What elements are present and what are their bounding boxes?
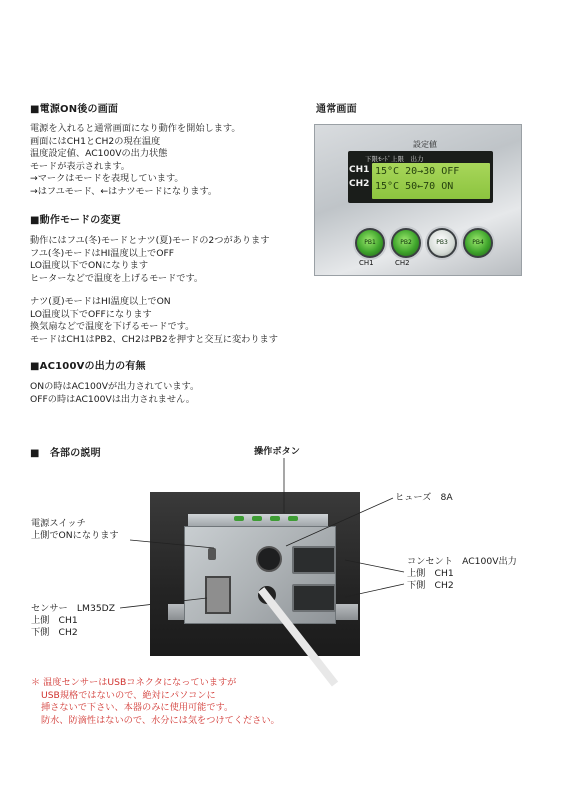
outlet-title: コンセント AC100V出力 — [407, 556, 517, 567]
text-line: OFFの時はAC100Vは出力されません。 — [30, 393, 195, 405]
pb2-button[interactable]: PB2 — [391, 228, 421, 258]
pb1-ch1-label: CH1 — [359, 259, 374, 267]
warning-line: 挿さないで下さい、本器のみに使用可能です。 — [41, 702, 234, 714]
section-heading-parts: ■ 各部の説明 — [30, 448, 101, 459]
text-line: LO温度以下でOFFになります — [30, 308, 152, 320]
callout-line-fuse — [286, 498, 393, 546]
power-switch-label — [31, 518, 119, 542]
lcd-ch1-label: CH1 — [349, 165, 370, 175]
callout-line-outlet1 — [345, 560, 404, 572]
outlet-label — [407, 556, 517, 592]
lcd-setting-label: 設定値 — [413, 140, 437, 149]
lcd-row-ch1: 15°C 20→30 OFF — [375, 166, 460, 177]
pb1-button[interactable]: PB1 — [355, 228, 385, 258]
sensor-label — [31, 603, 115, 639]
pb4-button[interactable]: PB4 — [463, 228, 493, 258]
warning-line: USB規格ではないので、絶対にパソコンに — [41, 689, 216, 701]
lcd-ch2-label: CH2 — [349, 179, 370, 189]
text-line: 電源を入れると通常画面になり動作を開始します。 — [30, 123, 241, 134]
text-line: 画面にはCH1とCH2の現在温度 — [30, 135, 161, 147]
power-switch-title: 電源スイッチ — [31, 518, 86, 529]
sensor-ch1-label: 上側 CH1 — [31, 615, 78, 626]
power-switch-note: 上側でONになります — [31, 530, 119, 541]
operation-buttons-label: 操作ボタン — [254, 446, 300, 457]
outlet-ch1-label: 上側 CH1 — [407, 568, 454, 579]
fuse-label: ヒューズ 8A — [395, 492, 453, 503]
section-heading-ac-output: ■AC100Vの出力の有無 — [30, 361, 146, 372]
usb-warning — [31, 677, 280, 727]
pb2-ch2-label: CH2 — [395, 259, 410, 267]
sensor-title: センサー LM35DZ — [31, 603, 116, 614]
text-line: ナツ(夏)モードはHI温度以上でON — [30, 296, 171, 307]
pb3-button[interactable]: PB3 — [427, 228, 457, 258]
sensor-ch2-label: 下側 CH2 — [31, 627, 78, 638]
section-heading-power-on: ■電源ON後の画面 — [30, 104, 119, 115]
text-line: フユ(冬)モードはHI温度以上でOFF — [30, 247, 175, 259]
text-line: ヒーターなどで温度を上げるモードです。 — [30, 272, 204, 284]
text-line: 換気扇などで温度を下げるモードです。 — [30, 321, 195, 333]
text-line: 温度設定値、AC100Vの出力状態 — [30, 148, 168, 160]
normal-screen-caption: 通常画面 — [316, 104, 357, 115]
text-line: ONの時はAC100Vが出力されています。 — [30, 381, 200, 392]
section-heading-mode-change: ■動作モードの変更 — [30, 215, 121, 226]
callout-line-switch — [130, 540, 214, 548]
lcd-header: 下限ﾓｰﾄﾞ上限 出力 — [365, 155, 424, 163]
callout-line-sensor — [120, 598, 207, 608]
text-line: モードが表示されます。 — [30, 160, 130, 172]
text-line: 動作にはフユ(冬)モードとナツ(夏)モードの2つがあります — [30, 235, 270, 246]
lcd-row-ch2: 15°C 50←70 ON — [375, 181, 454, 192]
warning-line: ＊ 温度センサーはUSBコネクタになっていますが — [31, 677, 237, 688]
text-line: モードはCH1はPB2、CH2はPB2を押すと交互に変わります — [30, 333, 278, 345]
text-line: →はフユモード、←はナツモードになります。 — [30, 185, 218, 197]
outlet-ch2-label: 下側 CH2 — [407, 580, 454, 591]
text-line: →マークはモードを表現しています。 — [30, 173, 184, 185]
warning-line: 防水、防滴性はないので、水分には気をつけてください。 — [41, 714, 280, 726]
text-line: LO温度以下でONになります — [30, 260, 149, 272]
callout-line-outlet2 — [345, 584, 404, 597]
